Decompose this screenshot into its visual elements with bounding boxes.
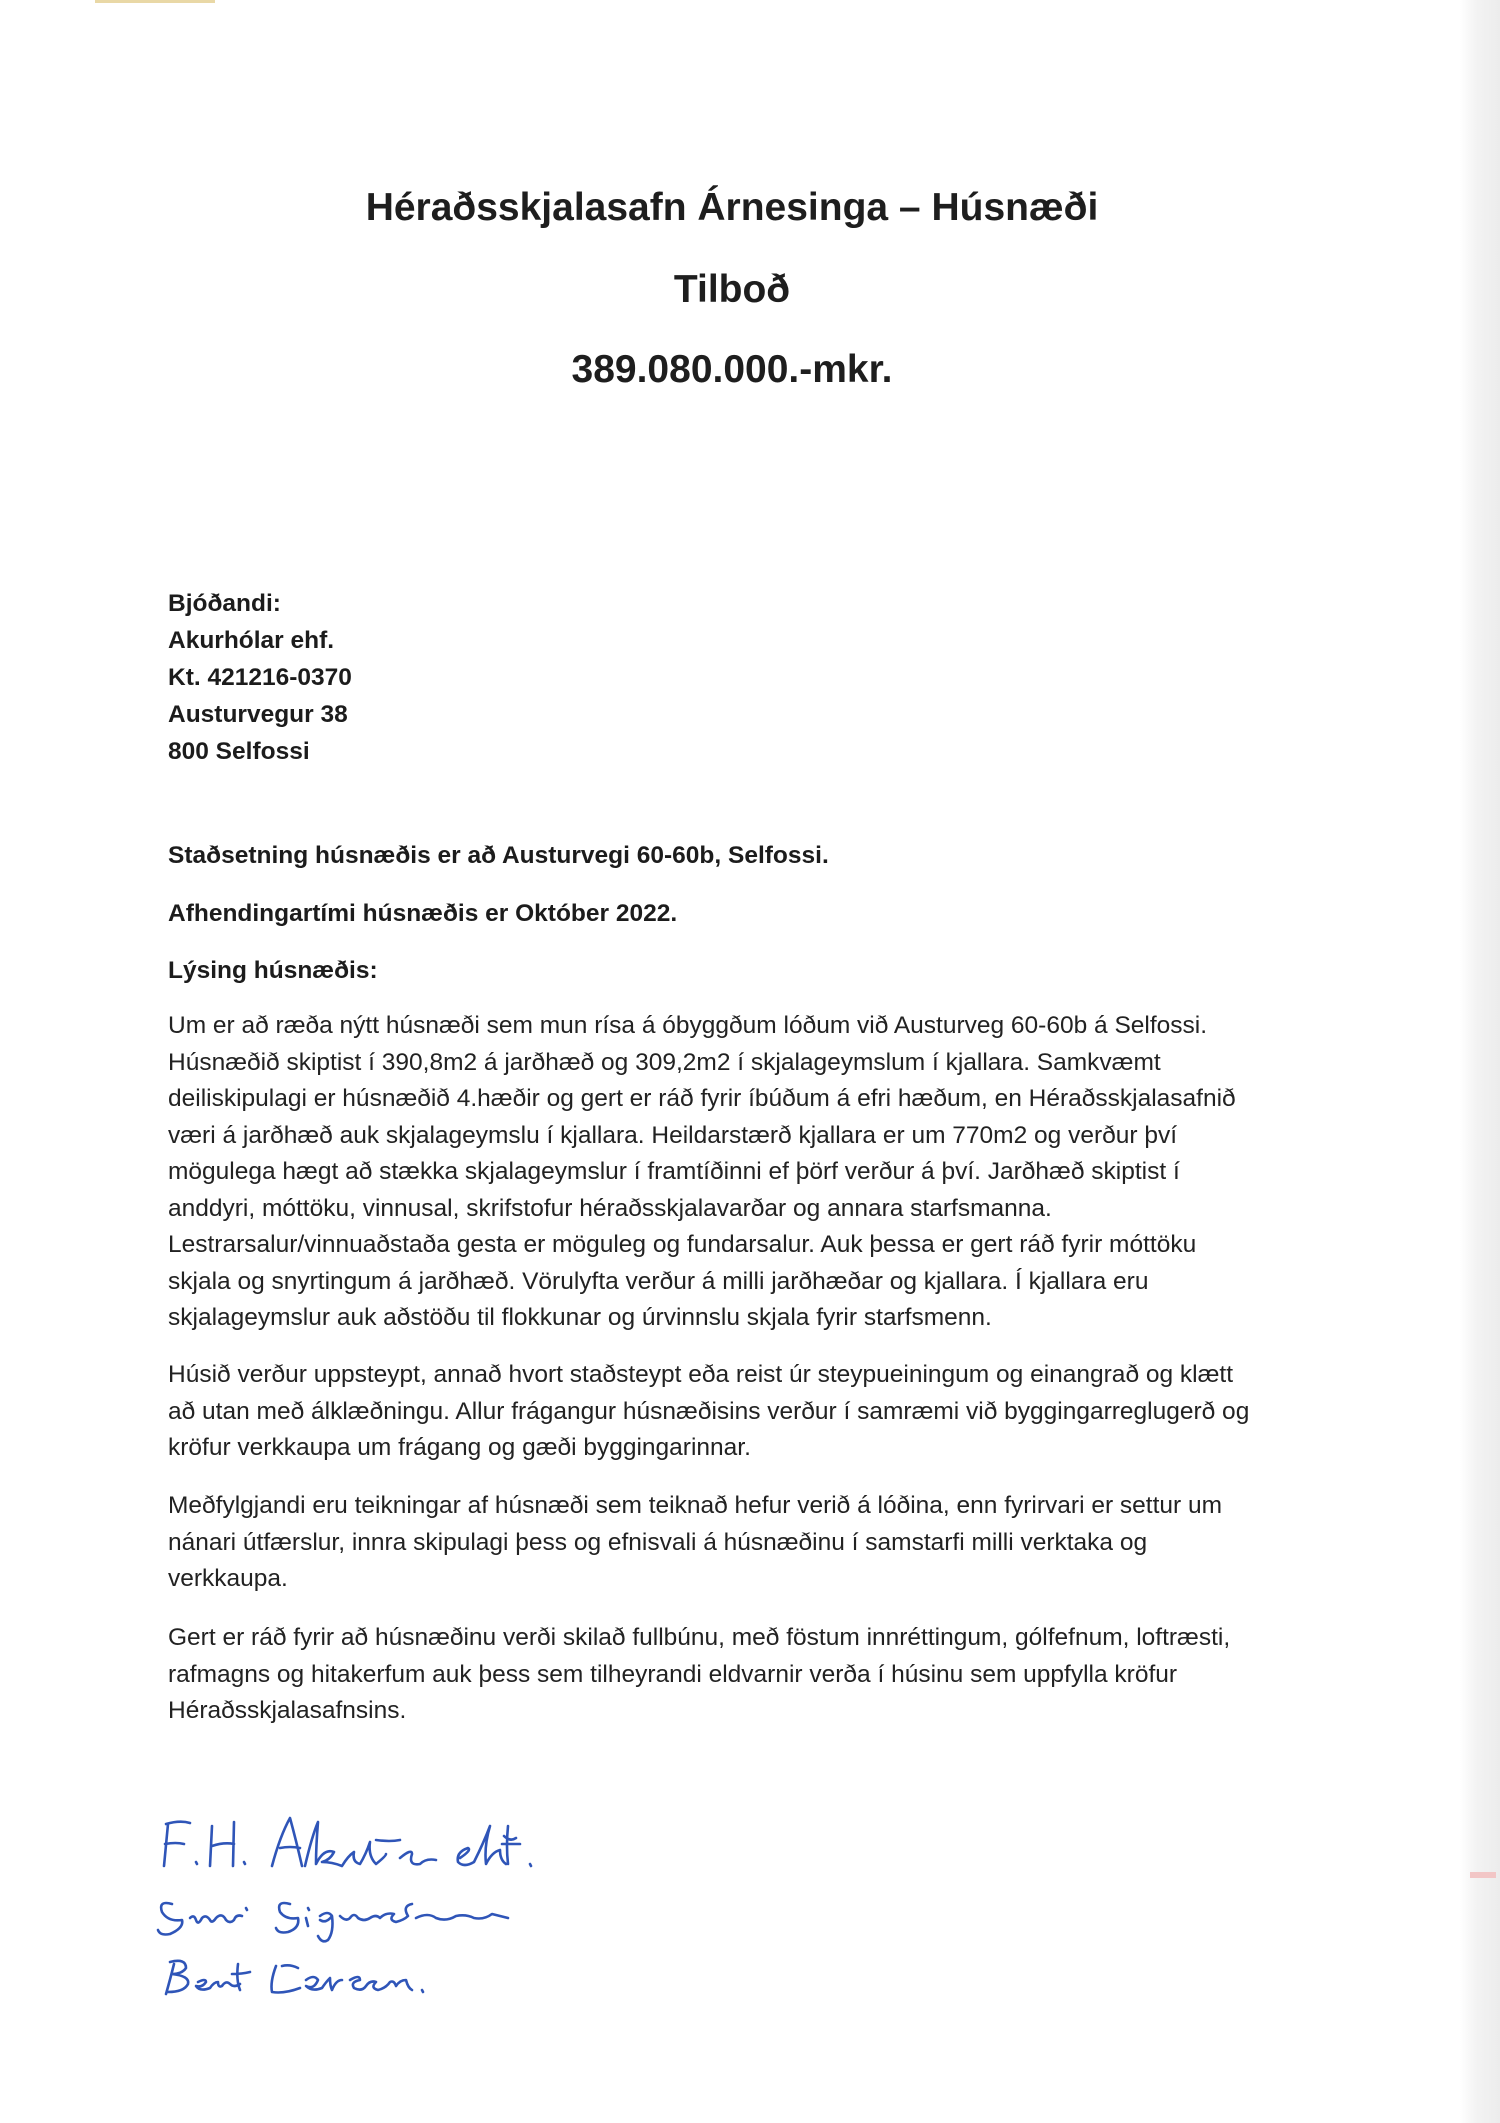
bidder-label: Bjóðandi:: [168, 590, 281, 617]
text-line: deiliskipulagi er húsnæðið 4.hæðir og gert er ráð fyrir íbúðum á efri hæðum, en Héraðsskjalasafnið: [168, 1085, 1236, 1112]
offer-amount: 389.080.000.-mkr.: [571, 348, 893, 391]
bidder-name: Akurhólar ehf.: [168, 627, 335, 654]
document-title: Héraðsskjalasafn Árnesinga – Húsnæði: [365, 186, 1099, 229]
text-line: nánari útfærslur, innra skipulagi þess og efnisvali á húsnæðinu í samstarfi milli verktaka og: [168, 1528, 1148, 1556]
scan-mark: [1470, 1872, 1496, 1878]
description-heading: Lýsing húsnæðis:: [168, 957, 378, 984]
text-line: mögulega hægt að stækka skjalageymslur í framtíðinni ef þörf verður á því. Jarðhæð skiptist í: [168, 1158, 1180, 1185]
text-line: verkkaupa.: [168, 1565, 288, 1592]
bidder-city: 800 Selfossi: [168, 738, 310, 765]
paragraph-drawings: [168, 1488, 1318, 1598]
handwritten-signature: [150, 1796, 750, 1996]
text-line: kröfur verkkaupa um frágang og gæði byggingarinnar.: [168, 1434, 751, 1461]
paragraph-finish: [168, 1620, 1318, 1730]
text-line: væri á jarðhæð auk skjalageymslu í kjallara. Heildarstærð kjallara er um 770m2 og verður því: [168, 1121, 1178, 1149]
paragraph-construction: [168, 1357, 1318, 1467]
bidder-street: Austurvegur 38: [168, 701, 348, 728]
text-line: Héraðsskjalasafnsins.: [168, 1697, 407, 1724]
text-line: Húsið verður uppsteypt, annað hvort staðsteypt eða reist úr steypueiningum og einangrað og klætt: [168, 1361, 1234, 1388]
text-line: Húsnæðið skiptist í 390,8m2 á jarðhæð og 309,2m2 í skjalageymslum í kjallara. Samkvæmt: [168, 1048, 1161, 1076]
text-line: Gert er ráð fyrir að húsnæðinu verði skilað fullbúnu, með föstum innréttingum, gólfefnum, loftræsti,: [168, 1624, 1231, 1651]
text-line: rafmagns og hitakerfum auk þess sem tilheyrandi eldvarnir verða í húsinu sem uppfylla kröfur: [168, 1660, 1178, 1688]
scan-edge: [1460, 0, 1500, 2123]
text-line: skjalageymslur auk aðstöðu til flokkunar og úrvinnslu skjala fyrir starfsmenn.: [168, 1304, 992, 1331]
scan-artifact: [95, 0, 215, 3]
text-line: Lestrarsalur/vinnuaðstaða gesta er möguleg og fundarsalur. Auk þessa er gert ráð fyrir móttöku: [168, 1231, 1197, 1258]
text-line: að utan með álklæðningu. Allur frágangur húsnæðisins verður í samræmi við byggingarreglugerð og: [168, 1397, 1250, 1425]
bidder-kt: Kt. 421216-0370: [168, 664, 352, 691]
delivery-line: Afhendingartími húsnæðis er Október 2022.: [168, 900, 678, 927]
bidder-block: [168, 585, 352, 770]
document-subtitle: Tilboð: [673, 268, 791, 311]
text-line: skjala og snyrtingum á jarðhæð. Vörulyfta verður á milli jarðhæðar og kjallara. Í kjallara eru: [168, 1267, 1149, 1295]
text-line: anddyri, móttöku, vinnusal, skrifstofur héraðsskjalavarðar og annara starfsmanna.: [168, 1194, 1052, 1222]
paragraph-description: [168, 1008, 1318, 1337]
text-line: Um er að ræða nýtt húsnæði sem mun rísa á óbyggðum lóðum við Austurveg 60-60b á Selfossi.: [168, 1012, 1208, 1039]
location-line: Staðsetning húsnæðis er að Austurvegi 60-60b, Selfossi.: [168, 842, 829, 869]
text-line: Meðfylgjandi eru teikningar af húsnæði sem teiknað hefur verið á lóðina, enn fyrirvari er settur um: [168, 1492, 1223, 1519]
